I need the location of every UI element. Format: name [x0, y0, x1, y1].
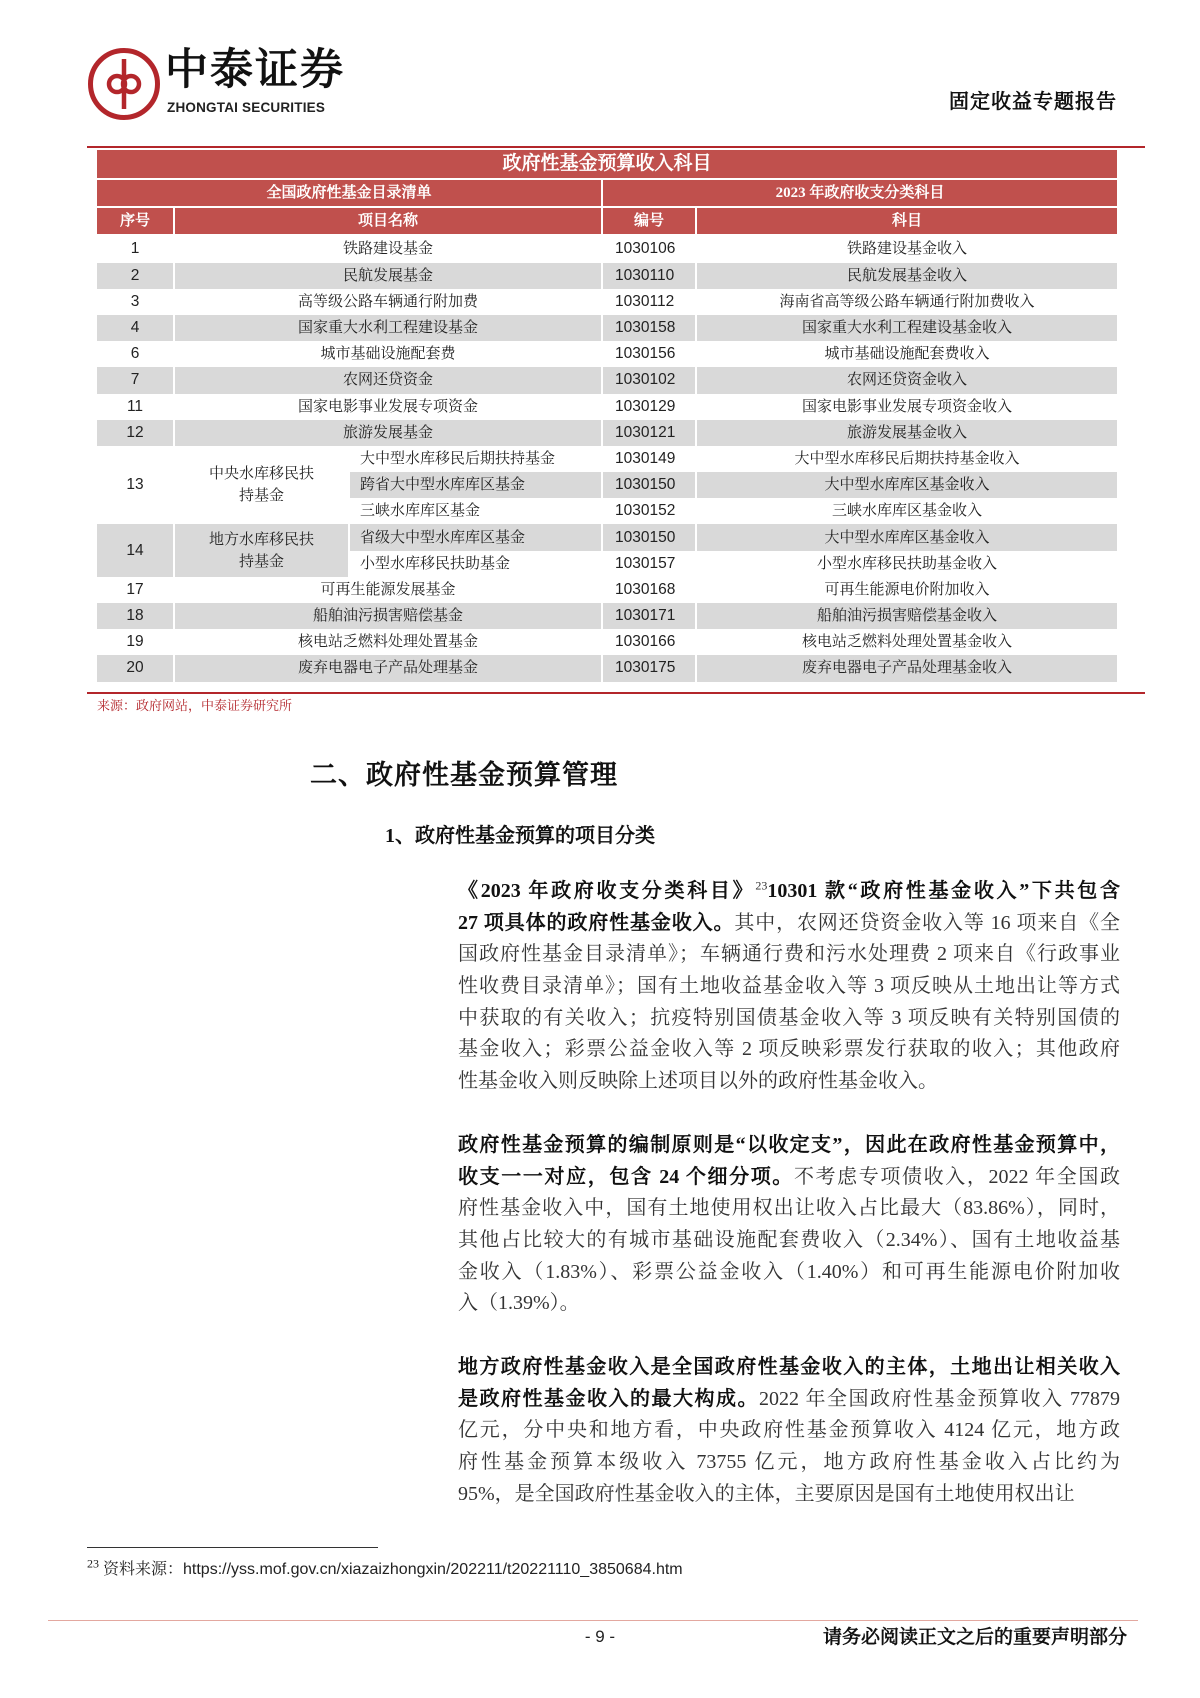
- body-text: 不考虑专项债收入，2022 年全国政: [793, 1165, 1121, 1188]
- body-text: 其他占比较大的有城市基础设施配套费收入（2.34%）、国有土地收益基: [458, 1229, 1120, 1252]
- item-subject: 废弃电器电子产品处理基金收入: [696, 655, 1118, 681]
- paragraph-line: [458, 1288, 1120, 1320]
- table-row: [96, 655, 1118, 681]
- item-subject: 可再生能源电价附加收入: [696, 577, 1118, 603]
- row-number: 18: [96, 603, 174, 629]
- paragraph-3: [458, 1352, 1120, 1510]
- paragraph-line: [458, 1162, 1120, 1194]
- item-subject: 大中型水库移民后期扶持基金收入: [696, 446, 1118, 472]
- body-text: 府性基金预算本级收入 73755 亿元，地方政府性基金收入占比约为: [458, 1451, 1120, 1474]
- item-code: 1030106: [602, 235, 696, 262]
- row-number: 19: [96, 629, 174, 655]
- item-name: 旅游发展基金: [174, 420, 602, 446]
- body-text: 府性基金收入中，国有土地使用权出让收入占比最大（83.86%），同时，: [458, 1197, 1120, 1220]
- item-subject: 小型水库移民扶助基金收入: [696, 551, 1118, 577]
- logo-chinese-name: 中泰证券: [165, 46, 345, 94]
- group-number: 14: [96, 524, 174, 576]
- table-bottom-divider: [87, 692, 1145, 694]
- group-number: 13: [96, 446, 174, 525]
- paragraph-line: [458, 1479, 1120, 1511]
- item-name: 国家电影事业发展专项资金: [174, 394, 602, 420]
- body-text: 其中，农网还贷资金收入等 16 项来自《全: [734, 911, 1121, 934]
- item-code: 1030150: [602, 524, 696, 550]
- paragraph-line: [458, 1384, 1120, 1416]
- table-row: [96, 420, 1118, 446]
- item-name: 高等级公路车辆通行附加费: [174, 289, 602, 315]
- row-number: 3: [96, 289, 174, 315]
- company-logo-icon: [88, 48, 160, 120]
- item-code: 1030168: [602, 577, 696, 603]
- item-subject: 核电站乏燃料处理处置基金收入: [696, 629, 1118, 655]
- item-code: 1030110: [602, 263, 696, 289]
- item-code: 1030121: [602, 420, 696, 446]
- item-subject: 大中型水库库区基金收入: [696, 524, 1118, 550]
- item-code: 1030129: [602, 394, 696, 420]
- item-code: 1030112: [602, 289, 696, 315]
- item-subject: 大中型水库库区基金收入: [696, 472, 1118, 498]
- row-number: 12: [96, 420, 174, 446]
- paragraph-line: [458, 1066, 1120, 1098]
- item-name: 农网还贷资金: [174, 367, 602, 393]
- body-text: 入（1.39%）。: [458, 1292, 580, 1315]
- table-row: [96, 629, 1118, 655]
- fund-income-table: [95, 150, 1119, 682]
- bold-text: 27 项具体的政府性基金收入。: [458, 911, 735, 934]
- body-text: 95%，是全国政府性基金收入的主体，主要原因是国有土地使用权出让: [458, 1482, 1075, 1505]
- paragraph-line: [458, 939, 1120, 971]
- item-code: 1030157: [602, 551, 696, 577]
- paragraph-line: [458, 1415, 1120, 1447]
- col-header-no: 序号: [96, 207, 174, 235]
- footer-divider: [48, 1620, 1138, 1621]
- table-row: [96, 289, 1118, 315]
- paragraph-line: [458, 971, 1120, 1003]
- body-text: 性基金收入则反映除上述项目以外的政府性基金收入。: [458, 1070, 938, 1093]
- item-subject: 国家重大水利工程建设基金收入: [696, 315, 1118, 341]
- body-text: 金收入（1.83%）、彩票公益金收入（1.40%）和可再生能源电价附加收: [458, 1260, 1120, 1283]
- paragraph-line: [458, 1225, 1120, 1257]
- table-row: [96, 315, 1118, 341]
- item-code: 1030158: [602, 315, 696, 341]
- table-row: [96, 341, 1118, 367]
- header-divider: [87, 146, 1145, 148]
- footer-disclaimer: 请务必阅读正文之后的重要声明部分: [822, 1627, 1127, 1648]
- item-code: 1030166: [602, 629, 696, 655]
- footnote-marker: 23: [87, 1556, 99, 1571]
- item-subject: 城市基础设施配套费收入: [696, 341, 1118, 367]
- paragraph-line: [458, 1447, 1120, 1479]
- footnote-label: 资料来源：: [103, 1561, 184, 1578]
- table-row: [96, 577, 1118, 603]
- sub-item-name: 省级大中型水库库区基金: [349, 524, 602, 550]
- row-number: 4: [96, 315, 174, 341]
- footnote-divider: [87, 1547, 378, 1548]
- paragraph-1: [458, 876, 1120, 1098]
- item-subject: 铁路建设基金收入: [696, 235, 1118, 262]
- bold-text: 是政府性基金收入的最大构成。: [458, 1387, 759, 1410]
- footnote-reference[interactable]: 23: [755, 878, 768, 893]
- row-number: 1: [96, 235, 174, 262]
- row-number: 17: [96, 577, 174, 603]
- item-code: 1030102: [602, 367, 696, 393]
- sub-item-name: 大中型水库移民后期扶持基金: [349, 446, 602, 472]
- bold-text: 收支一一对应，包含 24 个细分项。: [458, 1165, 794, 1188]
- item-code: 1030175: [602, 655, 696, 681]
- body-text: 国政府性基金目录清单》；车辆通行费和污水处理费 2 项来自《行政事业: [458, 943, 1120, 966]
- item-subject: 民航发展基金收入: [696, 263, 1118, 289]
- table-row: [96, 524, 1118, 550]
- item-name: 可再生能源发展基金: [174, 577, 602, 603]
- bold-text: 政府性基金预算的编制原则是“以收定支”，因此在政府性基金预算中，: [458, 1134, 1120, 1156]
- body-text: 基金收入；彩票公益金收入等 2 项反映彩票发行获取的收入；其他政府: [458, 1038, 1120, 1061]
- paragraph-line: [458, 1130, 1120, 1162]
- row-number: 7: [96, 367, 174, 393]
- body-text: 亿元，分中央和地方看，中央政府性基金预算收入 4124 亿元，地方政: [458, 1419, 1120, 1442]
- item-subject: 旅游发展基金收入: [696, 420, 1118, 446]
- footnote: [87, 1556, 683, 1581]
- row-number: 2: [96, 263, 174, 289]
- item-code: 1030171: [602, 603, 696, 629]
- item-code: 1030156: [602, 341, 696, 367]
- row-number: 6: [96, 341, 174, 367]
- logo-english-name: ZHONGTAI SECURITIES: [167, 100, 326, 115]
- item-name: 废弃电器电子产品处理基金: [174, 655, 602, 681]
- row-number: 11: [96, 394, 174, 420]
- report-type: 固定收益专题报告: [949, 91, 1117, 113]
- sub-item-name: 小型水库移民扶助基金: [349, 551, 602, 577]
- item-code: 1030150: [602, 472, 696, 498]
- body-text: 性收费目录清单》；国有土地收益基金收入等 3 项反映从土地出让等方式: [458, 975, 1120, 998]
- item-name: 船舶油污损害赔偿基金: [174, 603, 602, 629]
- bold-text: 《2023 年政府收支分类科目》: [458, 880, 756, 902]
- table-title: 政府性基金预算收入科目: [96, 150, 1118, 179]
- paragraph-line: [458, 1193, 1120, 1225]
- footnote-link[interactable]: https://yss.mof.gov.cn/xiazaizhongxin/202211/t20221110_3850684.htm: [183, 1561, 683, 1578]
- paragraph-line: [458, 876, 1120, 908]
- section-heading: 二、政府性基金预算管理: [310, 760, 618, 790]
- table-row: [96, 263, 1118, 289]
- group-name: 地方水库移民扶持基金: [174, 524, 349, 576]
- item-name: 核电站乏燃料处理处置基金: [174, 629, 602, 655]
- item-subject: 国家电影事业发展专项资金收入: [696, 394, 1118, 420]
- item-name: 民航发展基金: [174, 263, 602, 289]
- paragraph-line: [458, 1257, 1120, 1289]
- paragraph-2: [458, 1130, 1120, 1320]
- item-subject: 海南省高等级公路车辆通行附加费收入: [696, 289, 1118, 315]
- item-name: 城市基础设施配套费: [174, 341, 602, 367]
- paragraph-line: [458, 908, 1120, 940]
- item-name: 铁路建设基金: [174, 235, 602, 262]
- group-header-right: 2023 年政府收支分类科目: [602, 179, 1118, 207]
- sub-item-name: 跨省大中型水库库区基金: [349, 472, 602, 498]
- body-text: 2022 年全国政府性基金预算收入 77879: [759, 1387, 1120, 1410]
- col-header-code: 编号: [602, 207, 696, 235]
- item-name: 国家重大水利工程建设基金: [174, 315, 602, 341]
- bold-text: 地方政府性基金收入是全国政府性基金收入的主体，土地出让相关收入: [458, 1356, 1120, 1378]
- sub-item-name: 三峡水库库区基金: [349, 498, 602, 524]
- table-source: 来源：政府网站，中泰证券研究所: [97, 698, 293, 713]
- table-row: [96, 394, 1118, 420]
- bold-text: 10301 款“政府性基金收入”下共包含: [767, 880, 1121, 902]
- item-code: 1030152: [602, 498, 696, 524]
- item-subject: 三峡水库库区基金收入: [696, 498, 1118, 524]
- paragraph-line: [458, 1352, 1120, 1384]
- row-number: 20: [96, 655, 174, 681]
- table-row: [96, 367, 1118, 393]
- col-header-name: 项目名称: [174, 207, 602, 235]
- item-subject: 农网还贷资金收入: [696, 367, 1118, 393]
- page-number: - 9 -: [584, 1627, 616, 1646]
- subsection-heading: 1、政府性基金预算的项目分类: [385, 825, 655, 847]
- paragraph-line: [458, 1003, 1120, 1035]
- paragraph-line: [458, 1034, 1120, 1066]
- table-row: [96, 235, 1118, 262]
- item-subject: 船舶油污损害赔偿基金收入: [696, 603, 1118, 629]
- col-header-subject: 科目: [696, 207, 1118, 235]
- body-text: 中获取的有关收入；抗疫特别国债基金收入等 3 项反映有关特别国债的: [458, 1006, 1120, 1029]
- item-code: 1030149: [602, 446, 696, 472]
- table-row: [96, 446, 1118, 472]
- table-row: [96, 603, 1118, 629]
- group-header-left: 全国政府性基金目录清单: [96, 179, 602, 207]
- group-name: 中央水库移民扶持基金: [174, 446, 349, 525]
